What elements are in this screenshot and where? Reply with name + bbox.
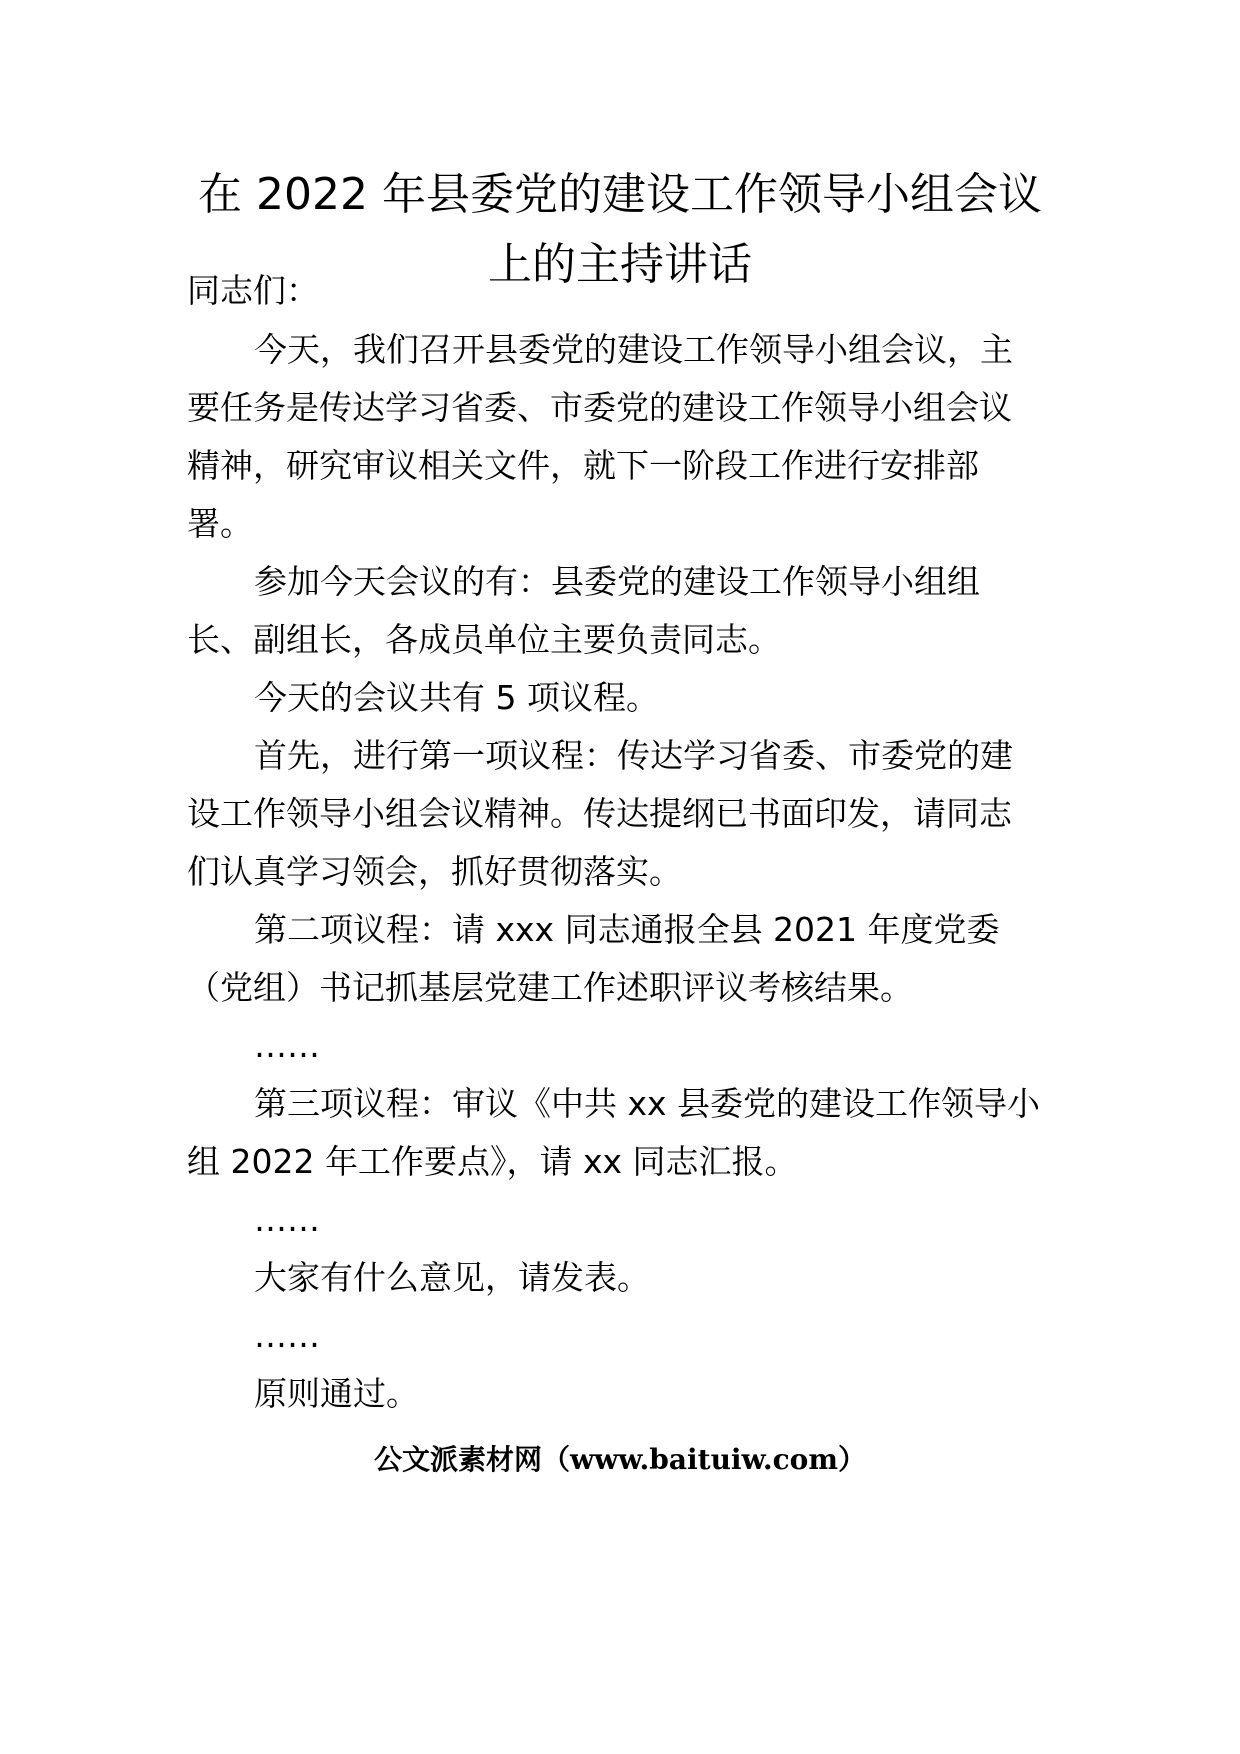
- paragraph-line: 今天的会议共有 5 项议程。: [254, 678, 659, 717]
- ellipsis-line: ……: [254, 1026, 320, 1065]
- paragraph-line: 长、副组长，各成员单位主要负责同志。: [187, 620, 781, 659]
- paragraph-line: 大家有什么意见，请发表。: [254, 1258, 650, 1297]
- footer-watermark: 公文派素材网（www.baituiw.com）: [374, 1443, 866, 1476]
- paragraph-line: 参加今天会议的有：县委党的建设工作领导小组组: [254, 562, 980, 601]
- paragraph-line: 原则通过。: [254, 1374, 419, 1413]
- paragraph-line: 首先，进行第一项议程：传达学习省委、市委党的建: [254, 736, 1013, 775]
- paragraph-line: 今天，我们召开县委党的建设工作领导小组会议，主: [254, 330, 1013, 369]
- paragraph-line: （党组）书记抓基层党建工作述职评议考核结果。: [187, 968, 913, 1007]
- paragraph-line: 组 2022 年工作要点》，请 xx 同志汇报。: [187, 1142, 798, 1181]
- paragraph-line: 第三项议程：审议《中共 xx 县委党的建设工作领导小: [254, 1084, 1041, 1123]
- paragraph-line: 设工作领导小组会议精神。传达提纲已书面印发，请同志: [187, 794, 1012, 833]
- document-title-line-1: 在 2022 年县委党的建设工作领导小组会议: [198, 169, 1042, 220]
- paragraph-line: 第二项议程：请 xxx 同志通报全县 2021 年度党委: [254, 910, 1000, 949]
- paragraph-line: 们认真学习领会，抓好贯彻落实。: [187, 852, 682, 891]
- ellipsis-line: ……: [254, 1200, 320, 1239]
- document-title-line-2: 上的主持讲话: [488, 239, 752, 290]
- paragraph-line: 要任务是传达学习省委、市委党的建设工作领导小组会议: [187, 388, 1012, 427]
- paragraph-line: 署。: [187, 504, 253, 543]
- ellipsis-line: ……: [254, 1316, 320, 1355]
- salutation: 同志们：: [187, 271, 319, 310]
- paragraph-line: 精神，研究审议相关文件，就下一阶段工作进行安排部: [187, 446, 979, 485]
